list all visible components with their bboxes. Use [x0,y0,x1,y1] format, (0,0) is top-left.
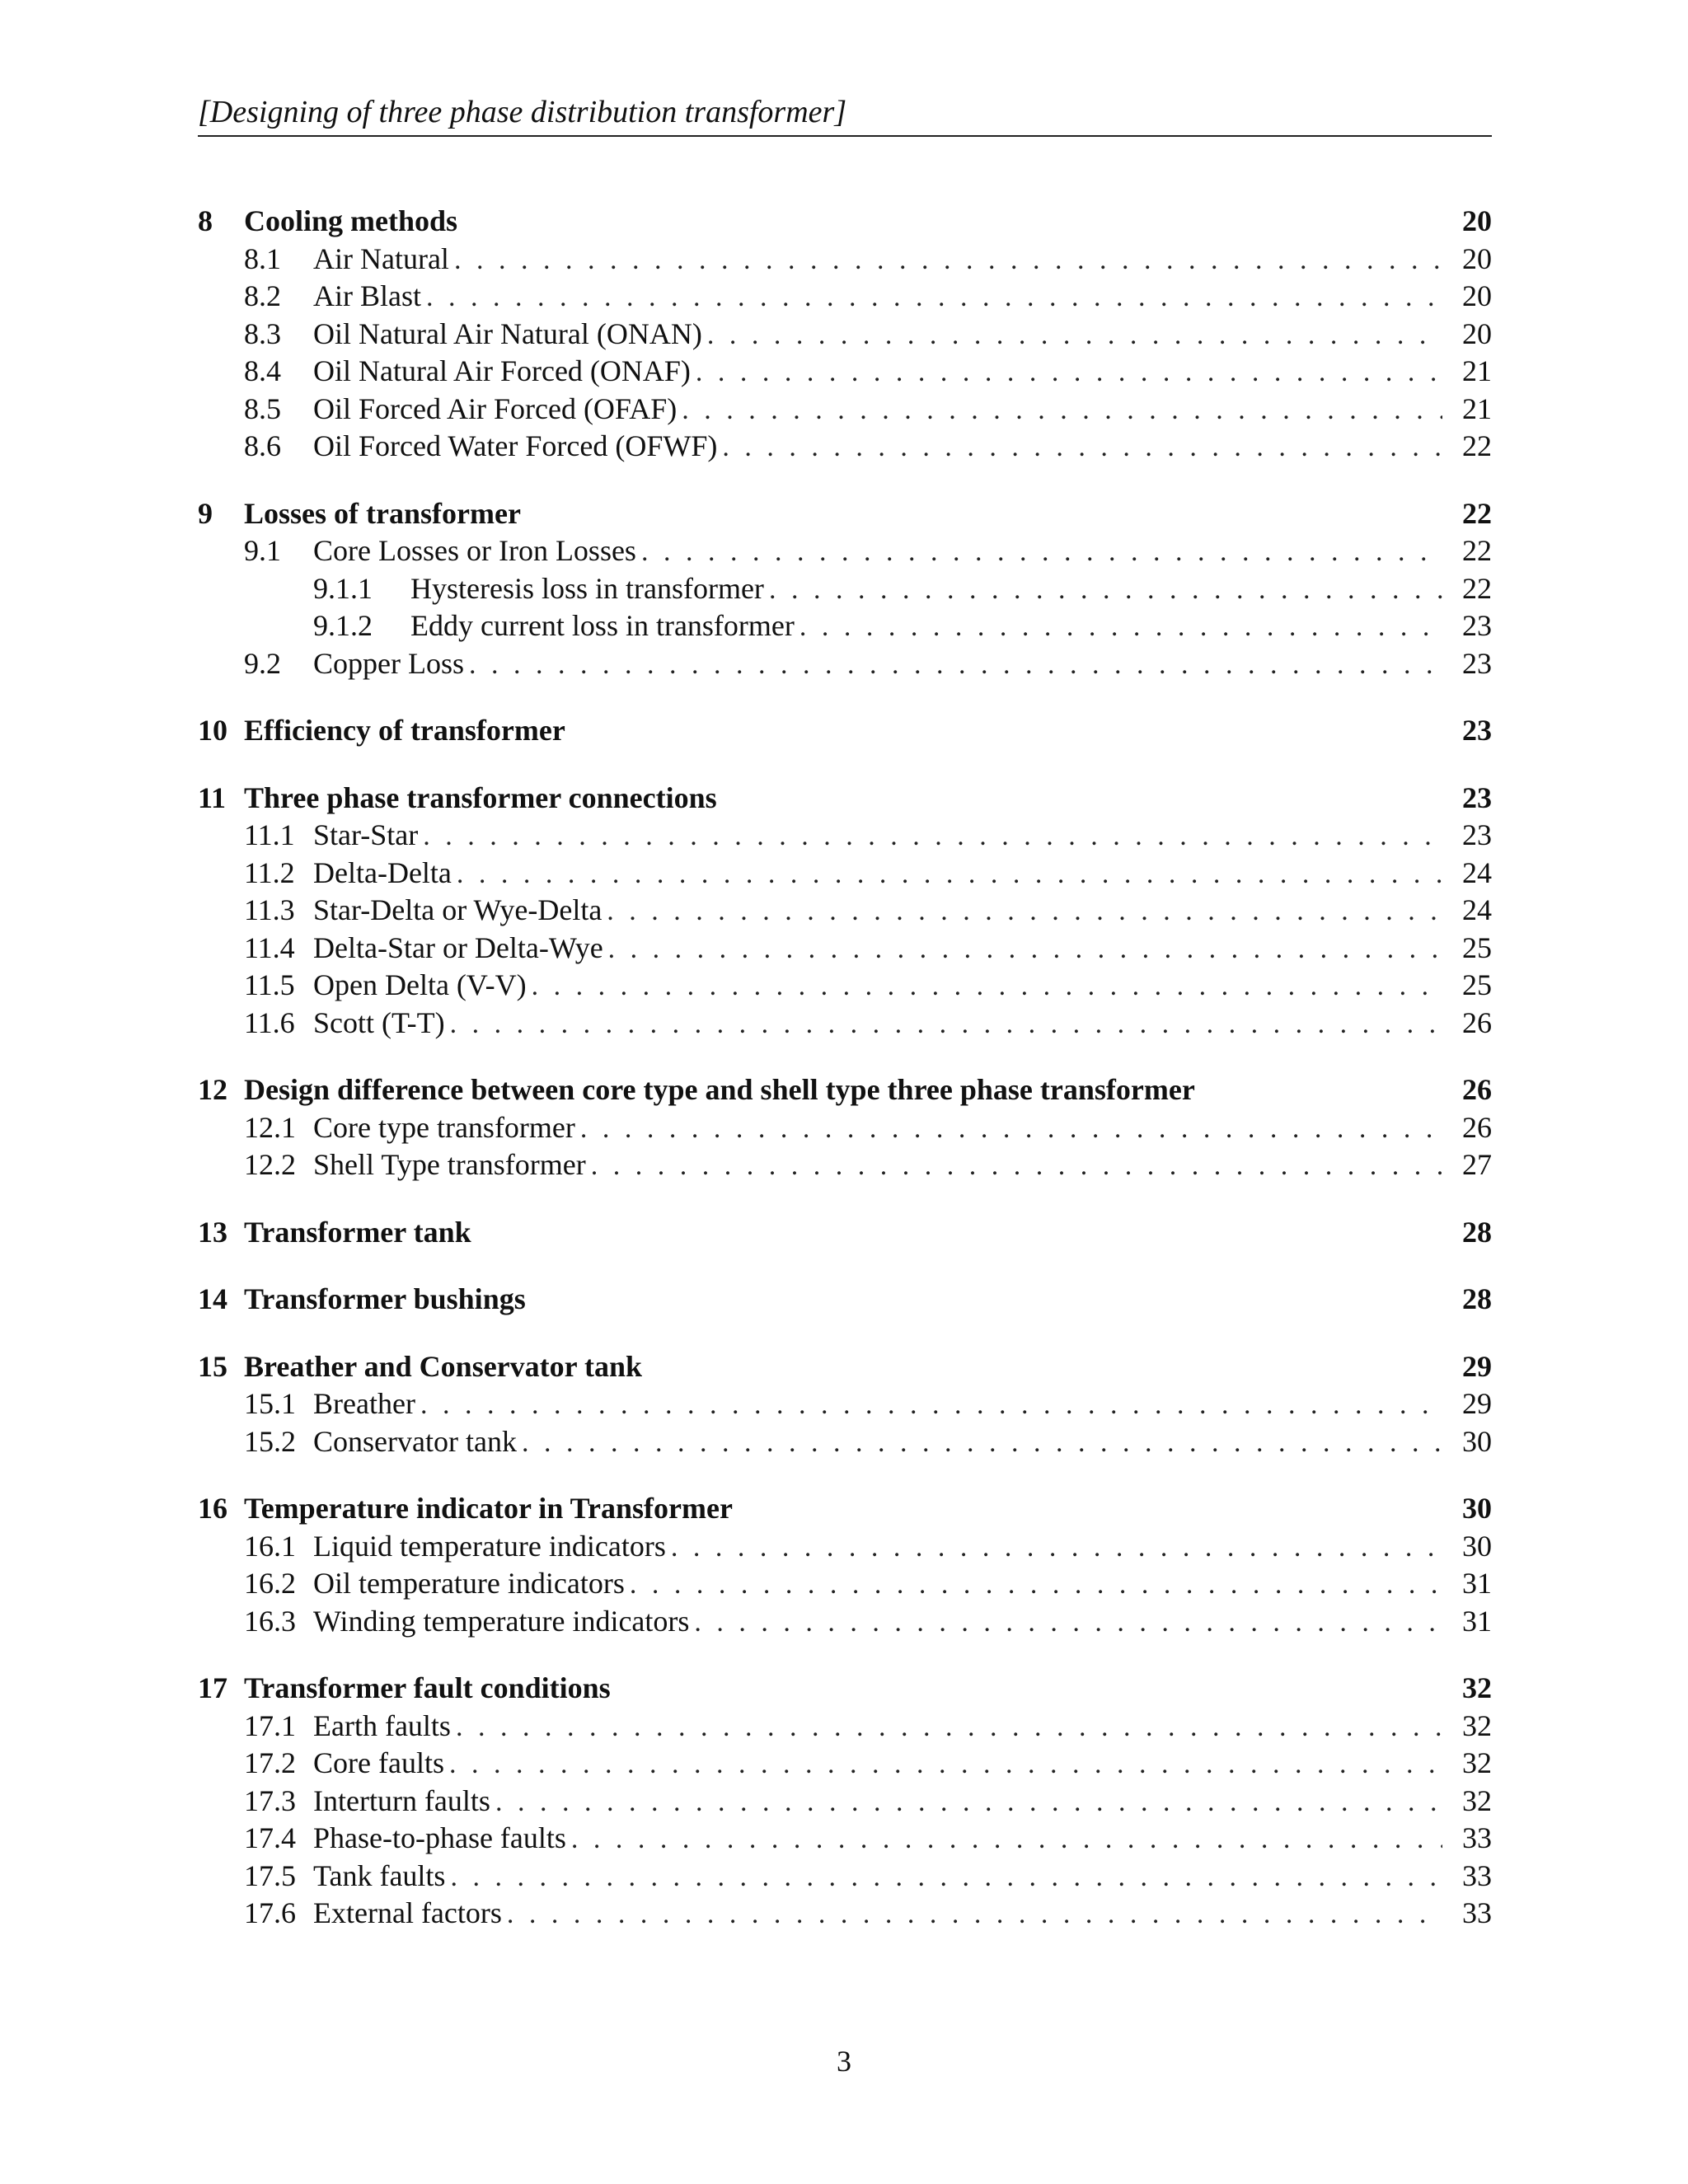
toc-entry-page: 32 [1462,1783,1492,1817]
toc-entry-title: Star-Star [313,817,423,855]
toc-entry-number: 17.6 [244,1896,296,1929]
toc-section-entry[interactable] [198,1214,1492,1252]
toc-subsubsection-entry[interactable] [198,607,1492,645]
toc-section-block [198,1490,1492,1640]
toc-entry-number: 8.5 [244,391,281,425]
toc-dot-leader [423,818,1442,855]
toc-entry-number: 9.1.2 [313,609,373,642]
toc-entry-page: 23 [1462,609,1492,642]
toc-entry-page: 24 [1462,893,1492,926]
toc-section-entry[interactable] [198,203,1492,241]
toc-subsection-entry[interactable] [198,278,1492,316]
toc-entry-title: Interturn faults [313,1783,495,1821]
toc-dot-leader [469,646,1442,684]
toc-entry-title: External factors [313,1895,507,1933]
toc-entry-title: Transformer bushings [244,1281,531,1319]
toc-entry-page: 30 [1462,1529,1492,1563]
toc-entry-title: Eddy current loss in transformer [410,607,799,645]
toc-dot-leader [454,241,1442,279]
toc-subsection-entry[interactable] [198,1603,1492,1641]
toc-entry-page: 25 [1462,968,1492,1001]
toc-entry-page: 23 [1462,780,1492,814]
toc-entry-title: Open Delta (V-V) [313,967,532,1005]
toc-entry-number: 8 [198,204,213,237]
toc-dot-leader [457,855,1442,893]
toc-entry-page: 29 [1462,1387,1492,1420]
toc-entry-title: Winding temperature indicators [313,1603,694,1641]
toc-dot-leader [532,968,1442,1005]
toc-section-entry[interactable] [198,1490,1492,1528]
toc-entry-number: 11.5 [244,968,295,1001]
toc-entry-page: 22 [1462,429,1492,462]
toc-subsection-entry[interactable] [198,316,1492,354]
toc-entry-page: 27 [1462,1148,1492,1181]
toc-subsection-entry[interactable] [198,1708,1492,1746]
toc-entry-number: 8.4 [244,354,281,387]
toc-entry-title: Oil Forced Air Forced (OFAF) [313,391,682,429]
toc-entry-title: Conservator tank [313,1423,522,1461]
toc-entry-number: 8.1 [244,241,281,275]
toc-subsection-entry[interactable] [198,1565,1492,1603]
toc-entry-number: 17.2 [244,1746,296,1779]
toc-entry-number: 9.2 [244,646,281,680]
toc-entry-title: Star-Delta or Wye-Delta [313,892,607,930]
toc-subsection-entry[interactable] [198,1146,1492,1184]
toc-entry-page: 26 [1462,1005,1492,1039]
toc-entry-number: 17 [198,1671,227,1704]
toc-entry-number: 12 [198,1073,227,1106]
toc-dot-leader [630,1566,1442,1604]
toc-entry-number: 16.3 [244,1604,296,1638]
toc-dot-leader [671,1529,1442,1567]
toc-section-block [198,1670,1492,1933]
toc-entry-number: 11.3 [244,893,295,926]
toc-entry-title: Air Natural [313,241,454,279]
toc-subsection-entry[interactable] [198,241,1492,279]
toc-entry-page: 20 [1462,241,1492,275]
toc-dot-leader [456,1708,1442,1746]
toc-entry-title: Transformer fault conditions [244,1670,616,1708]
toc-dot-leader [682,391,1442,429]
toc-entry-title: Core Losses or Iron Losses [313,532,641,570]
toc-subsection-entry[interactable] [198,1528,1492,1566]
toc-entry-page: 23 [1462,818,1492,851]
toc-dot-leader [426,279,1442,316]
toc-entry-number: 9 [198,496,213,530]
toc-entry-number: 9.1.1 [313,571,373,605]
toc-section-block [198,1071,1492,1184]
toc-entry-title: Oil Forced Water Forced (OFWF) [313,428,722,466]
toc-entry-title: Cooling methods [244,203,462,241]
toc-entry-page: 26 [1462,1073,1492,1106]
toc-entry-title: Copper Loss [313,645,469,683]
toc-subsection-entry[interactable] [198,1005,1492,1043]
toc-entry-page: 32 [1462,1708,1492,1742]
toc-entry-title: Efficiency of transformer [244,712,570,750]
toc-entry-number: 17.1 [244,1708,296,1742]
toc-dot-leader [420,1386,1442,1424]
toc-entry-number: 13 [198,1215,227,1249]
toc-entry-number: 17.3 [244,1783,296,1817]
toc-entry-page: 23 [1462,714,1492,747]
toc-dot-leader [449,1746,1442,1783]
toc-entry-number: 10 [198,714,227,747]
toc-entry-number: 15.2 [244,1424,296,1458]
toc-section-block [198,1214,1492,1252]
toc-subsubsection-entry[interactable] [198,570,1492,608]
toc-section-block [198,1281,1492,1319]
toc-entry-page: 22 [1462,534,1492,567]
running-header [198,89,1492,137]
toc-entry-number: 11.2 [244,855,295,889]
toc-dot-leader [608,930,1442,968]
toc-entry-number: 11.6 [244,1005,295,1039]
toc-subsection-entry[interactable] [198,967,1492,1005]
toc-entry-page: 31 [1462,1567,1492,1600]
toc-entry-page: 33 [1462,1821,1492,1854]
toc-entry-page: 20 [1462,204,1492,237]
toc-entry-page: 23 [1462,646,1492,680]
toc-dot-leader [495,1783,1442,1821]
toc-entry-title: Oil Natural Air Natural (ONAN) [313,316,707,354]
toc-subsection-entry[interactable] [198,391,1492,429]
toc-entry-page: 30 [1462,1424,1492,1458]
toc-section-entry[interactable] [198,1071,1492,1109]
toc-section-entry[interactable] [198,1348,1492,1386]
toc-entry-title: Temperature indicator in Transformer [244,1490,738,1528]
toc-entry-page: 26 [1462,1110,1492,1144]
toc-dot-leader [799,608,1442,646]
toc-dot-leader [450,1005,1442,1043]
toc-section-block [198,495,1492,683]
toc-subsection-entry[interactable] [198,892,1492,930]
toc-section-entry[interactable] [198,780,1492,818]
toc-entry-number: 15.1 [244,1387,296,1420]
toc-entry-title: Scott (T-T) [313,1005,450,1043]
toc-entry-page: 25 [1462,930,1492,964]
toc-section-block [198,1348,1492,1461]
toc-subsection-entry[interactable] [198,855,1492,893]
toc-entry-page: 20 [1462,279,1492,312]
toc-subsection-entry[interactable] [198,1745,1492,1783]
toc-entry-title: Tank faults [313,1858,450,1896]
toc-subsection-entry[interactable] [198,353,1492,391]
toc-entry-title: Oil Natural Air Forced (ONAF) [313,353,696,391]
toc-entry-number: 17.5 [244,1858,296,1892]
toc-dot-leader [580,1110,1442,1148]
toc-entry-page: 29 [1462,1349,1492,1383]
toc-dot-leader [707,316,1442,354]
toc-entry-number: 15 [198,1349,227,1383]
toc-entry-number: 16 [198,1492,227,1525]
page-number: 3 [837,2045,851,2078]
toc-subsection-entry[interactable] [198,428,1492,466]
toc-entry-page: 33 [1462,1896,1492,1929]
toc-section-block [198,203,1492,466]
toc-dot-leader [722,429,1442,466]
toc-subsection-entry[interactable] [198,1423,1492,1461]
toc-section-entry[interactable] [198,712,1492,750]
toc-subsection-entry[interactable] [198,1783,1492,1821]
toc-subsection-entry[interactable] [198,930,1492,968]
toc-entry-title: Losses of transformer [244,495,526,533]
toc-entry-number: 8.2 [244,279,281,312]
toc-entry-number: 16.2 [244,1567,296,1600]
toc-entry-title: Core type transformer [313,1109,580,1147]
toc-entry-page: 28 [1462,1215,1492,1249]
toc-entry-number: 8.6 [244,429,281,462]
toc-subsection-entry[interactable] [198,817,1492,855]
toc-entry-title: Design difference between core type and shell type three phase transformer [244,1071,1200,1109]
toc-section-block [198,712,1492,750]
toc-entry-page: 22 [1462,571,1492,605]
toc-entry-page: 21 [1462,354,1492,387]
toc-entry-page: 30 [1462,1492,1492,1525]
toc-dot-leader [696,354,1442,391]
toc-entry-title: Delta-Star or Delta-Wye [313,930,608,968]
toc-entry-title: Core faults [313,1745,449,1783]
toc-entry-page: 32 [1462,1671,1492,1704]
toc-dot-leader [450,1858,1442,1896]
toc-entry-number: 16.1 [244,1529,296,1563]
toc-entry-number: 11.1 [244,818,295,851]
toc-subsection-entry[interactable] [198,1820,1492,1858]
toc-dot-leader [641,533,1442,571]
toc-dot-leader [769,571,1442,609]
toc-entry-number: 11.4 [244,930,295,964]
toc-entry-title: Shell Type transformer [313,1146,591,1184]
toc-entry-number: 12.1 [244,1110,296,1144]
toc-entry-number: 8.3 [244,316,281,350]
toc-entry-page: 31 [1462,1604,1492,1638]
toc-entry-title: Three phase transformer connections [244,780,722,818]
toc-dot-leader [694,1604,1442,1642]
toc-entry-title: Breather [313,1385,420,1423]
toc-subsection-entry[interactable] [198,645,1492,683]
toc-entry-title: Transformer tank [244,1214,476,1252]
toc-subsection-entry[interactable] [198,532,1492,570]
toc-entry-title: Oil temperature indicators [313,1565,630,1603]
toc-entry-title: Delta-Delta [313,855,457,893]
toc-subsection-entry[interactable] [198,1385,1492,1423]
toc-entry-title: Air Blast [313,278,426,316]
toc-subsection-entry[interactable] [198,1895,1492,1933]
toc-entry-page: 24 [1462,855,1492,889]
toc-entry-number: 12.2 [244,1148,296,1181]
toc-subsection-entry[interactable] [198,1858,1492,1896]
running-header-title: [Designing of three phase distribution transformer] [198,95,847,129]
toc-entry-title: Hysteresis loss in transformer [410,570,769,608]
toc-entry-page: 28 [1462,1282,1492,1315]
toc-entry-page: 21 [1462,391,1492,425]
toc-section-entry[interactable] [198,1281,1492,1319]
toc-entry-title: Breather and Conservator tank [244,1348,647,1386]
toc-entry-title: Phase-to-phase faults [313,1820,571,1858]
toc-entry-page: 20 [1462,316,1492,350]
toc-dot-leader [522,1424,1442,1462]
toc-section-entry[interactable] [198,1670,1492,1708]
toc-entry-number: 9.1 [244,534,281,567]
toc-entry-title: Earth faults [313,1708,456,1746]
toc-entry-number: 11 [198,780,227,814]
toc-entry-title: Liquid temperature indicators [313,1528,671,1566]
toc-section-block [198,780,1492,1043]
toc-entry-page: 22 [1462,496,1492,530]
toc-entry-page: 33 [1462,1858,1492,1892]
toc-dot-leader [507,1896,1442,1933]
toc-section-entry[interactable] [198,495,1492,533]
toc-dot-leader [607,893,1442,930]
toc-dot-leader [571,1821,1442,1858]
toc-dot-leader [591,1147,1442,1185]
toc-entry-page: 32 [1462,1746,1492,1779]
toc-entry-number: 17.4 [244,1821,296,1854]
toc-subsection-entry[interactable] [198,1109,1492,1147]
table-of-contents [198,203,1492,1962]
toc-entry-number: 14 [198,1282,227,1315]
